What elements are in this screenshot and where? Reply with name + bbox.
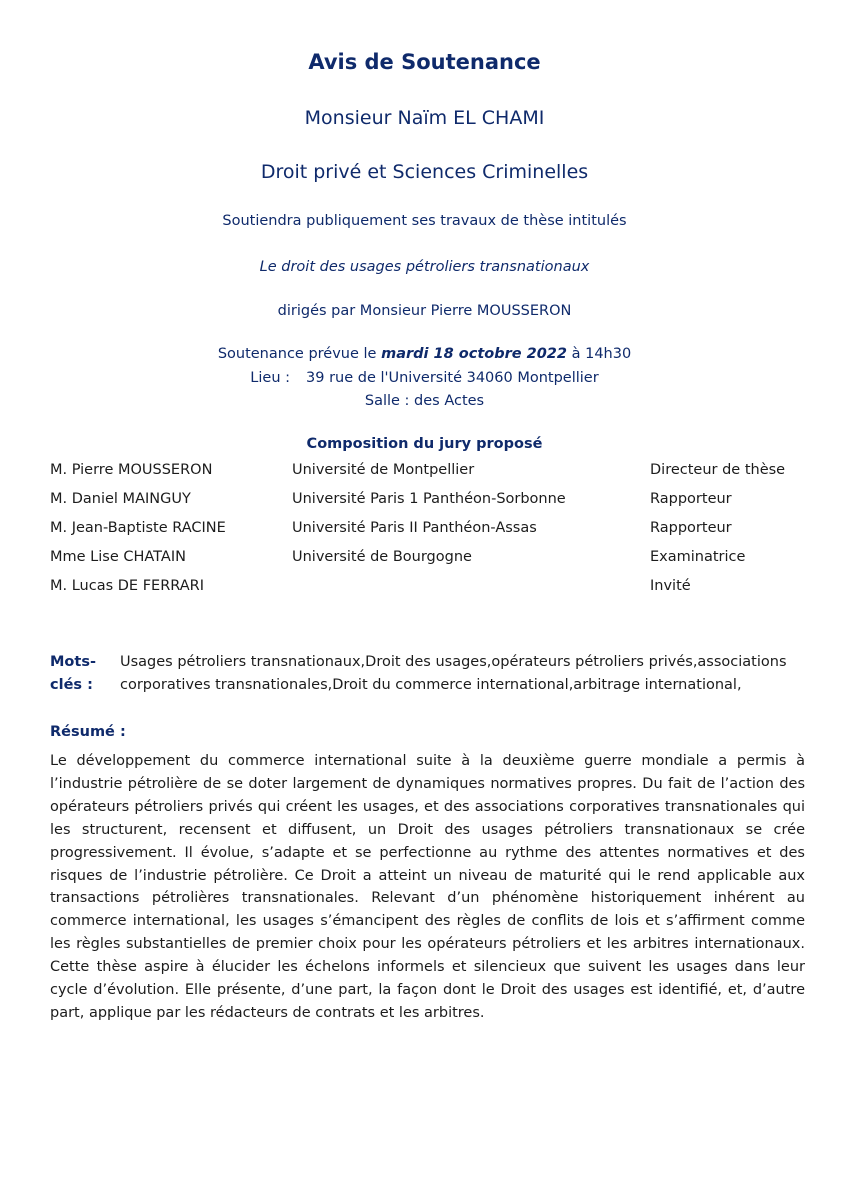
jury-member-role: Directeur de thèse [650,462,786,478]
jury-member-university: Université Paris II Panthéon-Assas [292,520,537,536]
keywords-label-line1: Mots- [50,654,96,670]
jury-member-name: M. Lucas DE FERRARI [50,578,205,594]
jury-row [50,549,810,578]
jury-member-name: M. Pierre MOUSSERON [50,462,213,478]
location-label: Lieu : [250,370,291,386]
defense-date-prefix: Soutenance prévue le [217,346,382,362]
thesis-director: dirigés par Monsieur Pierre MOUSSERON [277,303,572,319]
jury-member-role: Examinatrice [650,549,746,565]
document-title: Avis de Soutenance [308,50,541,74]
jury-heading: Composition du jury proposé [306,436,543,452]
defense-location-line [0,370,849,386]
jury-member-role: Invité [650,578,691,594]
thesis-intro: Soutiendra publiquement ses travaux de thèse intitulés [222,213,627,229]
jury-row [50,462,810,491]
keywords-label-line2: clés : [50,677,93,693]
defense-time: à 14h30 [566,346,632,362]
defense-room: Salle : des Actes [364,393,485,409]
jury-member-role: Rapporteur [650,491,732,507]
defense-date-line [0,346,849,362]
jury-member-name: M. Jean-Baptiste RACINE [50,520,226,536]
jury-member-university: Université de Montpellier [292,462,475,478]
keywords-label [50,651,110,697]
jury-table [50,462,810,607]
thesis-title: Le droit des usages pétroliers transnationaux [259,259,590,275]
jury-row [50,578,810,607]
jury-member-role: Rapporteur [650,520,732,536]
summary-text: Le développement du commerce international suite à la deuxième guerre mondiale a permis à l’industrie pétrolière de se doter largement de dynamiques normatives propres. Du fait de l’action des opérateurs pétroliers privés qui créent les usages, et des associations corporatives transnationales qui les structurent, recensent et diffusent, un Droit des usages pétroliers transnationaux se crée progressivement. Il évolue, s’adapte et se perfectionne au rythme des attentes normatives et des risques de l’industrie pétrolière. Ce Droit a atteint un niveau de maturité qui le rend applicable aux transactions pétrolières transnationales. Relevant d’un phénomène historiquement inhérent au commerce international, les usages s’émancipent des règles de conflits de lois et s’affirment comme les règles substantielles de premier choix pour les opérateurs pétroliers et les arbitres internationaux. Cette thèse aspire à élucider les échelons informels et silencieux que suivent les usages dans leur cycle d’évolution. Elle présente, d’une part, la façon dont le Droit des usages est identifié, et, d’autre part, applique par les rédacteurs de contrats et les arbitres. [50,753,805,1021]
jury-member-name: M. Daniel MAINGUY [50,491,191,507]
defense-date: mardi 18 octobre 2022 [381,346,567,362]
jury-member-university: Université de Bourgogne [292,549,472,565]
discipline: Droit privé et Sciences Criminelles [260,161,589,183]
jury-member-university: Université Paris 1 Panthéon-Sorbonne [292,491,566,507]
keywords-text: Usages pétroliers transnationaux,Droit des usages,opérateurs pétroliers privés,associations corporatives transnationales,Droit du commerce international,arbitrage international, [120,654,787,693]
jury-row [50,520,810,549]
location-address: 39 rue de l'Université 34060 Montpellier [306,370,599,386]
jury-row [50,491,810,520]
jury-member-name: Mme Lise CHATAIN [50,549,186,565]
candidate-name: Monsieur Naïm EL CHAMI [304,107,545,129]
summary-heading: Résumé : [50,724,126,740]
